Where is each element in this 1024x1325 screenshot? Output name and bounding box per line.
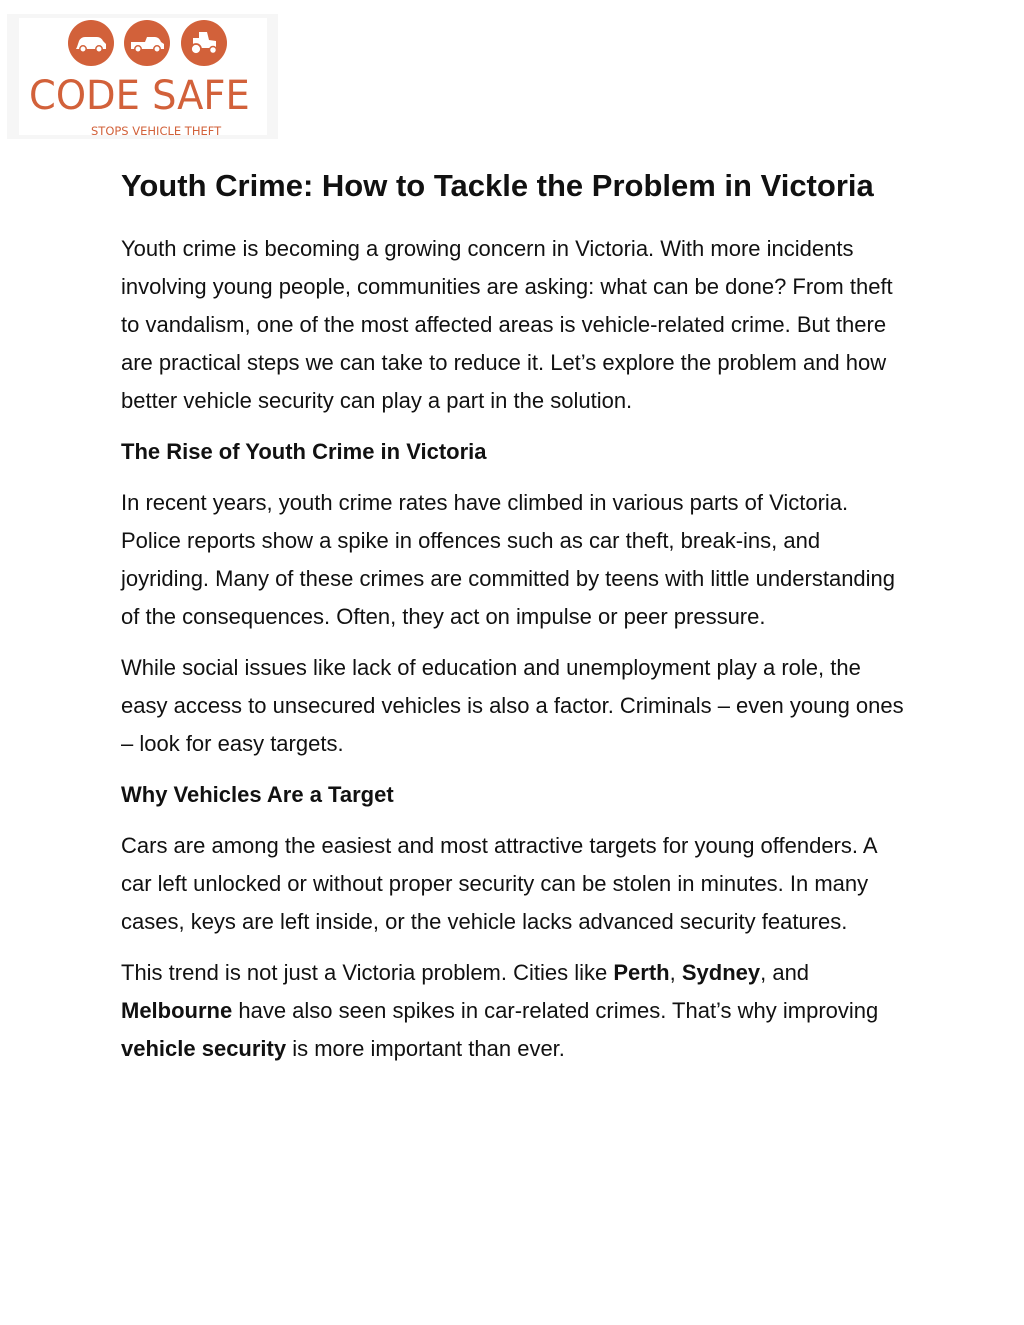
logo-wordmark: CODE SAFE [29,73,250,119]
logo-tagline: STOPS VEHICLE THEFT [91,124,222,138]
logo-panel [19,18,267,138]
section-heading-target: Why Vehicles Are a Target [121,782,394,807]
text-run: is more important than ever. [286,1036,565,1061]
target-paragraph-2 [121,954,911,1068]
text-run: , and [760,960,810,985]
rise-paragraph-2: While social issues like lack of education and unemployment play a role, the easy access to unsecured vehicles is also a factor. Criminals – even young ones – look for easy targets. [121,655,904,756]
target-paragraph-1: Cars are among the easiest and most attractive targets for young offenders. A car left unlocked or without proper security can be stolen in minutes. In many cases, keys are left inside, or the vehicle lacks advanced security features. [121,833,877,934]
city-sydney: Sydney [681,960,761,985]
ute-icon [124,20,170,66]
intro-paragraph: Youth crime is becoming a growing concern in Victoria. With more incidents involving young people, communities are asking: what can be done? From theft to vandalism, one of the most affected areas is vehicle-related crime. But there are practical steps we can take to reduce it. Let’s explore the problem and how better vehicle security can play a part in the solution. [121,236,893,413]
brand-logo [7,14,278,139]
text-run: This trend is not just a Victoria problem. Cities like [121,960,614,985]
keyword-vehicle-security: vehicle security [121,1036,287,1061]
rise-paragraph-1: In recent years, youth crime rates have climbed in various parts of Victoria. Police reports show a spike in offences such as car theft, break-ins, and joyriding. Many of these crimes are committed by teens with little understanding of the consequences. Often, they act on impulse or peer pressure. [121,490,896,629]
section-heading-rise: The Rise of Youth Crime in Victoria [121,439,487,464]
article [121,162,911,1081]
text-run: have also seen spikes in car-related crimes. That’s why improving [232,998,879,1023]
city-perth: Perth [613,960,670,985]
car-icon [68,20,114,66]
page-title: Youth Crime: How to Tackle the Problem in Victoria [121,168,874,203]
text-run: , [669,960,682,985]
city-melbourne: Melbourne [121,998,233,1023]
tractor-icon [181,20,227,66]
